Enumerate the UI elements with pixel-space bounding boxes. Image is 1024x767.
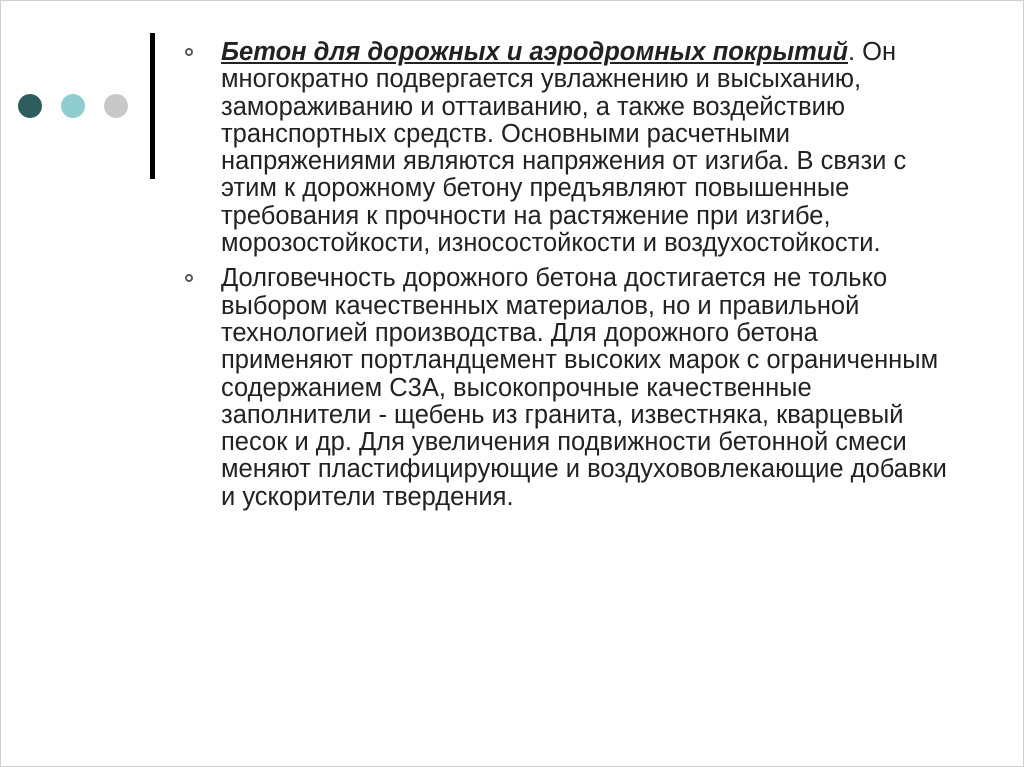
- gray-dot: [104, 94, 128, 118]
- bullet-item: [179, 39, 949, 257]
- light-teal-dot: [61, 94, 85, 118]
- bullet-text: . Он многократно подвергается увлажнению и высыханию, замораживанию и оттаиванию, а также воздействию транспортных средств. Основными расчетными напряжениями являются напряжения от изгиба. В связи с этим к дорожному бетону предъявляют повышенные требования к прочности на растяжение при изгибе, морозостойкости, износостойкости и воздухостойкости.: [221, 38, 907, 258]
- slide-content: [179, 39, 949, 511]
- bullet-text: Долговечность дорожного бетона достигается не только выбором качественных материалов, но и правильной технологией производства. Для дорожного бетона применяют портландцемент высоких марок с ограниченным содержанием С3А, высокопрочные качественные заполнители - щебень из гранита, известняка, кварцевый песок и др. Для увеличения подвижности бетонной смеси меняют пластифицирующие и воздухововлекающие добавки и ускорители твердения.: [221, 264, 947, 511]
- vertical-divider: [150, 33, 155, 179]
- bullet-item: [179, 265, 949, 511]
- bullet-circle-icon: [185, 48, 193, 56]
- bullet-title: Бетон для дорожных и аэродромных покрытий: [221, 38, 848, 66]
- decorative-dots: [1, 1, 151, 201]
- bullet-circle-icon: [185, 274, 193, 282]
- dark-teal-dot: [18, 94, 42, 118]
